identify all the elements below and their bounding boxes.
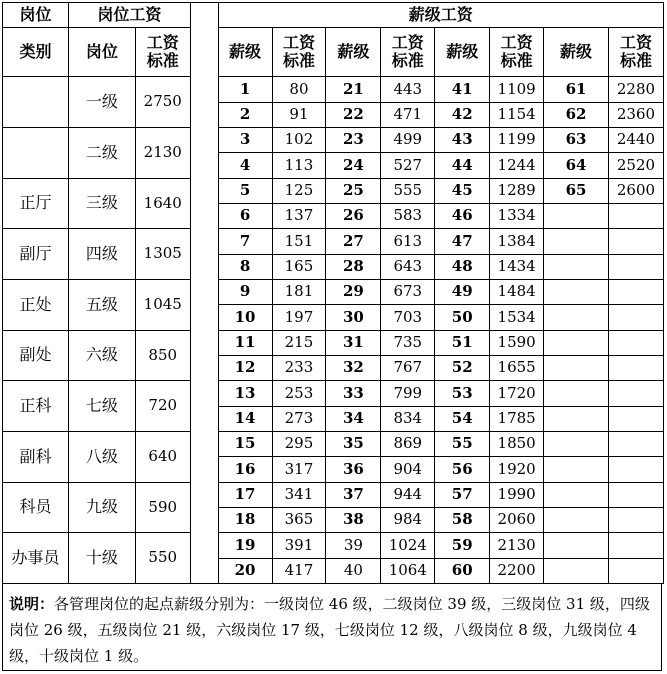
grade-standard-cell: 1384 — [490, 229, 544, 255]
grade-standard-cell: 2130 — [490, 533, 544, 559]
grade-standard-cell: 613 — [381, 229, 435, 255]
grade-standard-cell: 417 — [272, 559, 326, 584]
grade-standard-cell: 137 — [272, 204, 326, 229]
grade-cell: 40 — [326, 559, 381, 584]
grade-standard-cell — [608, 305, 663, 331]
grade-cell: 51 — [435, 331, 490, 356]
grade-standard-cell — [608, 331, 663, 356]
grade-cell — [544, 356, 609, 381]
grade-standard-cell — [608, 457, 663, 483]
column-gap — [190, 128, 218, 153]
grade-standard-cell: 1720 — [490, 381, 544, 407]
grade-cell: 32 — [326, 356, 381, 381]
grade-standard-cell: 2600 — [608, 179, 663, 204]
column-gap — [190, 103, 218, 128]
grade-cell — [544, 381, 609, 407]
grade-standard-cell: 1334 — [490, 204, 544, 229]
grade-cell: 5 — [218, 179, 272, 204]
post-level: 二级 — [68, 128, 135, 179]
column-gap — [190, 457, 218, 483]
header-standard-1: 工资 标准 — [272, 28, 326, 77]
table-row — [3, 331, 664, 356]
grade-cell: 20 — [218, 559, 272, 584]
grade-standard-cell: 673 — [381, 280, 435, 305]
grade-cell: 47 — [435, 229, 490, 255]
grade-standard-cell: 2060 — [490, 508, 544, 533]
post-wage: 2750 — [135, 77, 190, 128]
column-gap — [190, 533, 218, 559]
grade-cell: 8 — [218, 255, 272, 280]
grade-cell: 48 — [435, 255, 490, 280]
post-level: 七级 — [68, 381, 135, 432]
grade-cell: 41 — [435, 77, 490, 103]
grade-standard-cell: 165 — [272, 255, 326, 280]
table-row — [3, 483, 664, 508]
grade-standard-cell: 2360 — [608, 103, 663, 128]
grade-cell — [544, 255, 609, 280]
post-category: 副处 — [3, 331, 69, 381]
post-wage: 1305 — [135, 229, 190, 280]
grade-standard-cell — [608, 432, 663, 457]
grade-standard-cell: 443 — [381, 77, 435, 103]
grade-standard-cell: 125 — [272, 179, 326, 204]
grade-cell: 49 — [435, 280, 490, 305]
grade-cell: 27 — [326, 229, 381, 255]
grade-standard-cell: 1199 — [490, 128, 544, 153]
grade-standard-cell — [608, 255, 663, 280]
grade-standard-cell: 181 — [272, 280, 326, 305]
grade-cell: 62 — [544, 103, 609, 128]
header-grade-wage-group: 薪级工资 — [218, 3, 663, 28]
post-wage: 1045 — [135, 280, 190, 331]
grade-cell — [544, 229, 609, 255]
post-level: 十级 — [68, 533, 135, 584]
grade-cell: 33 — [326, 381, 381, 407]
grade-cell: 16 — [218, 457, 272, 483]
grade-standard-cell: 944 — [381, 483, 435, 508]
grade-cell — [544, 533, 609, 559]
grade-cell: 10 — [218, 305, 272, 331]
grade-standard-cell: 151 — [272, 229, 326, 255]
grade-cell — [544, 508, 609, 533]
column-gap — [190, 407, 218, 432]
grade-standard-cell: 1920 — [490, 457, 544, 483]
grade-standard-cell: 643 — [381, 255, 435, 280]
grade-cell: 11 — [218, 331, 272, 356]
grade-cell — [544, 407, 609, 432]
grade-standard-cell: 1024 — [381, 533, 435, 559]
column-gap — [190, 508, 218, 533]
column-gap — [190, 179, 218, 204]
grade-cell — [544, 457, 609, 483]
grade-cell: 30 — [326, 305, 381, 331]
grade-standard-cell: 583 — [381, 204, 435, 229]
column-gap — [190, 432, 218, 457]
grade-cell — [544, 432, 609, 457]
grade-standard-cell: 1484 — [490, 280, 544, 305]
grade-cell: 52 — [435, 356, 490, 381]
grade-cell: 25 — [326, 179, 381, 204]
grade-standard-cell: 391 — [272, 533, 326, 559]
column-gap — [190, 280, 218, 305]
grade-cell: 2 — [218, 103, 272, 128]
column-gap — [190, 153, 218, 179]
grade-standard-cell: 2440 — [608, 128, 663, 153]
post-wage: 850 — [135, 331, 190, 381]
grade-standard-cell: 102 — [272, 128, 326, 153]
header-grade-3: 薪级 — [435, 28, 490, 77]
grade-standard-cell: 735 — [381, 331, 435, 356]
grade-cell: 42 — [435, 103, 490, 128]
grade-cell — [544, 204, 609, 229]
grade-standard-cell: 2200 — [490, 559, 544, 584]
grade-standard-cell: 253 — [272, 381, 326, 407]
column-gap — [190, 77, 218, 103]
grade-standard-cell — [608, 356, 663, 381]
note-text: 各管理岗位的起点薪级分别为：一级岗位 46 级，二级岗位 39 级，三级岗位 31 级，四级岗位 26 级，五级岗位 21 级，六级岗位 17 级，七级岗位 12 级，八级岗位 8 级，九级岗位 4 级，十级岗位 1 级。 — [9, 595, 650, 665]
grade-standard-cell: 471 — [381, 103, 435, 128]
grade-standard-cell: 365 — [272, 508, 326, 533]
grade-standard-cell: 1534 — [490, 305, 544, 331]
header-standard-4: 工资 标准 — [608, 28, 663, 77]
column-gap — [190, 305, 218, 331]
grade-standard-cell: 904 — [381, 457, 435, 483]
grade-standard-cell: 527 — [381, 153, 435, 179]
grade-standard-cell — [608, 204, 663, 229]
grade-standard-cell: 834 — [381, 407, 435, 432]
header-post-category-line2: 类别 — [3, 28, 69, 77]
grade-cell: 18 — [218, 508, 272, 533]
post-category: 办事员 — [3, 533, 69, 584]
grade-standard-cell: 1109 — [490, 77, 544, 103]
grade-standard-cell: 295 — [272, 432, 326, 457]
grade-cell: 12 — [218, 356, 272, 381]
table-row — [3, 533, 664, 559]
column-gap — [190, 229, 218, 255]
grade-cell: 39 — [326, 533, 381, 559]
post-category — [3, 77, 69, 128]
column-gap — [190, 331, 218, 356]
grade-cell: 56 — [435, 457, 490, 483]
grade-standard-cell — [608, 559, 663, 584]
grade-standard-cell: 1990 — [490, 483, 544, 508]
grade-standard-cell: 767 — [381, 356, 435, 381]
note-label: 说明： — [9, 595, 55, 613]
grade-standard-cell — [608, 483, 663, 508]
grade-standard-cell — [608, 280, 663, 305]
column-gap — [190, 356, 218, 381]
grade-standard-cell — [608, 381, 663, 407]
grade-standard-cell: 2520 — [608, 153, 663, 179]
grade-cell: 9 — [218, 280, 272, 305]
grade-cell: 36 — [326, 457, 381, 483]
grade-cell: 31 — [326, 331, 381, 356]
grade-cell — [544, 559, 609, 584]
grade-standard-cell: 555 — [381, 179, 435, 204]
grade-cell: 65 — [544, 179, 609, 204]
grade-cell: 59 — [435, 533, 490, 559]
column-gap — [190, 483, 218, 508]
grade-standard-cell: 317 — [272, 457, 326, 483]
grade-standard-cell: 2280 — [608, 77, 663, 103]
header-grade-4: 薪级 — [544, 28, 609, 77]
grade-cell: 37 — [326, 483, 381, 508]
grade-standard-cell: 1064 — [381, 559, 435, 584]
grade-standard-cell: 113 — [272, 153, 326, 179]
post-wage: 1640 — [135, 179, 190, 229]
column-gap — [190, 204, 218, 229]
grade-cell: 46 — [435, 204, 490, 229]
grade-cell: 34 — [326, 407, 381, 432]
grade-cell: 45 — [435, 179, 490, 204]
post-category: 正科 — [3, 381, 69, 432]
post-level: 五级 — [68, 280, 135, 331]
grade-cell: 19 — [218, 533, 272, 559]
table-row — [3, 381, 664, 407]
grade-standard-cell: 1434 — [490, 255, 544, 280]
grade-cell: 53 — [435, 381, 490, 407]
post-level: 九级 — [68, 483, 135, 533]
post-category — [3, 128, 69, 179]
header-post-standard: 工资 标准 — [135, 28, 190, 77]
header-grade-1: 薪级 — [218, 28, 272, 77]
grade-cell: 17 — [218, 483, 272, 508]
grade-cell: 7 — [218, 229, 272, 255]
grade-standard-cell: 1850 — [490, 432, 544, 457]
grade-cell: 4 — [218, 153, 272, 179]
post-category: 副科 — [3, 432, 69, 483]
grade-cell: 58 — [435, 508, 490, 533]
grade-standard-cell — [608, 407, 663, 432]
grade-cell — [544, 280, 609, 305]
grade-cell: 23 — [326, 128, 381, 153]
grade-standard-cell: 1154 — [490, 103, 544, 128]
post-level: 三级 — [68, 179, 135, 229]
column-gap — [190, 559, 218, 584]
grade-standard-cell: 703 — [381, 305, 435, 331]
table-row — [3, 128, 664, 153]
grade-cell: 1 — [218, 77, 272, 103]
post-category: 科员 — [3, 483, 69, 533]
grade-cell: 55 — [435, 432, 490, 457]
post-category: 正厅 — [3, 179, 69, 229]
grade-cell: 15 — [218, 432, 272, 457]
header-post-wage-group: 岗位工资 — [68, 3, 190, 28]
salary-table — [2, 2, 664, 584]
column-gap — [190, 255, 218, 280]
post-level: 四级 — [68, 229, 135, 280]
post-category: 正处 — [3, 280, 69, 331]
grade-standard-cell — [608, 508, 663, 533]
grade-standard-cell: 1289 — [490, 179, 544, 204]
grade-cell: 14 — [218, 407, 272, 432]
grade-standard-cell: 984 — [381, 508, 435, 533]
grade-cell: 44 — [435, 153, 490, 179]
grade-cell: 64 — [544, 153, 609, 179]
grade-cell: 24 — [326, 153, 381, 179]
post-category: 副厅 — [3, 229, 69, 280]
header-standard-2: 工资 标准 — [381, 28, 435, 77]
grade-cell: 57 — [435, 483, 490, 508]
grade-standard-cell: 273 — [272, 407, 326, 432]
grade-standard-cell: 91 — [272, 103, 326, 128]
post-level: 六级 — [68, 331, 135, 381]
grade-cell: 29 — [326, 280, 381, 305]
table-row — [3, 280, 664, 305]
grade-cell: 38 — [326, 508, 381, 533]
grade-cell: 50 — [435, 305, 490, 331]
grade-cell: 35 — [326, 432, 381, 457]
grade-cell: 54 — [435, 407, 490, 432]
grade-cell — [544, 483, 609, 508]
column-gap — [190, 381, 218, 407]
grade-cell: 3 — [218, 128, 272, 153]
grade-standard-cell — [608, 533, 663, 559]
grade-standard-cell: 1785 — [490, 407, 544, 432]
grade-standard-cell: 197 — [272, 305, 326, 331]
grade-cell: 26 — [326, 204, 381, 229]
grade-cell: 43 — [435, 128, 490, 153]
grade-standard-cell: 499 — [381, 128, 435, 153]
header-post: 岗位 — [68, 28, 135, 77]
post-wage: 590 — [135, 483, 190, 533]
header-post-category: 岗位 — [3, 3, 69, 28]
grade-cell: 13 — [218, 381, 272, 407]
post-wage: 550 — [135, 533, 190, 584]
column-gap — [190, 3, 218, 77]
grade-cell — [544, 305, 609, 331]
table-row — [3, 77, 664, 103]
grade-standard-cell: 341 — [272, 483, 326, 508]
grade-standard-cell: 215 — [272, 331, 326, 356]
post-wage: 720 — [135, 381, 190, 432]
grade-standard-cell: 80 — [272, 77, 326, 103]
header-standard-3: 工资 标准 — [490, 28, 544, 77]
grade-cell: 63 — [544, 128, 609, 153]
post-wage: 2130 — [135, 128, 190, 179]
grade-standard-cell: 1655 — [490, 356, 544, 381]
salary-table-wrapper — [2, 2, 664, 584]
grade-cell: 22 — [326, 103, 381, 128]
grade-cell: 21 — [326, 77, 381, 103]
grade-cell — [544, 331, 609, 356]
grade-cell: 61 — [544, 77, 609, 103]
post-wage: 640 — [135, 432, 190, 483]
grade-cell: 60 — [435, 559, 490, 584]
table-row — [3, 179, 664, 204]
grade-standard-cell: 869 — [381, 432, 435, 457]
post-level: 一级 — [68, 77, 135, 128]
table-row — [3, 432, 664, 457]
grade-standard-cell: 799 — [381, 381, 435, 407]
grade-standard-cell: 1590 — [490, 331, 544, 356]
grade-cell: 28 — [326, 255, 381, 280]
header-grade-2: 薪级 — [326, 28, 381, 77]
post-level: 八级 — [68, 432, 135, 483]
grade-standard-cell: 1244 — [490, 153, 544, 179]
explanation-note — [2, 583, 662, 671]
table-row — [3, 229, 664, 255]
grade-cell: 6 — [218, 204, 272, 229]
grade-standard-cell — [608, 229, 663, 255]
grade-standard-cell: 233 — [272, 356, 326, 381]
